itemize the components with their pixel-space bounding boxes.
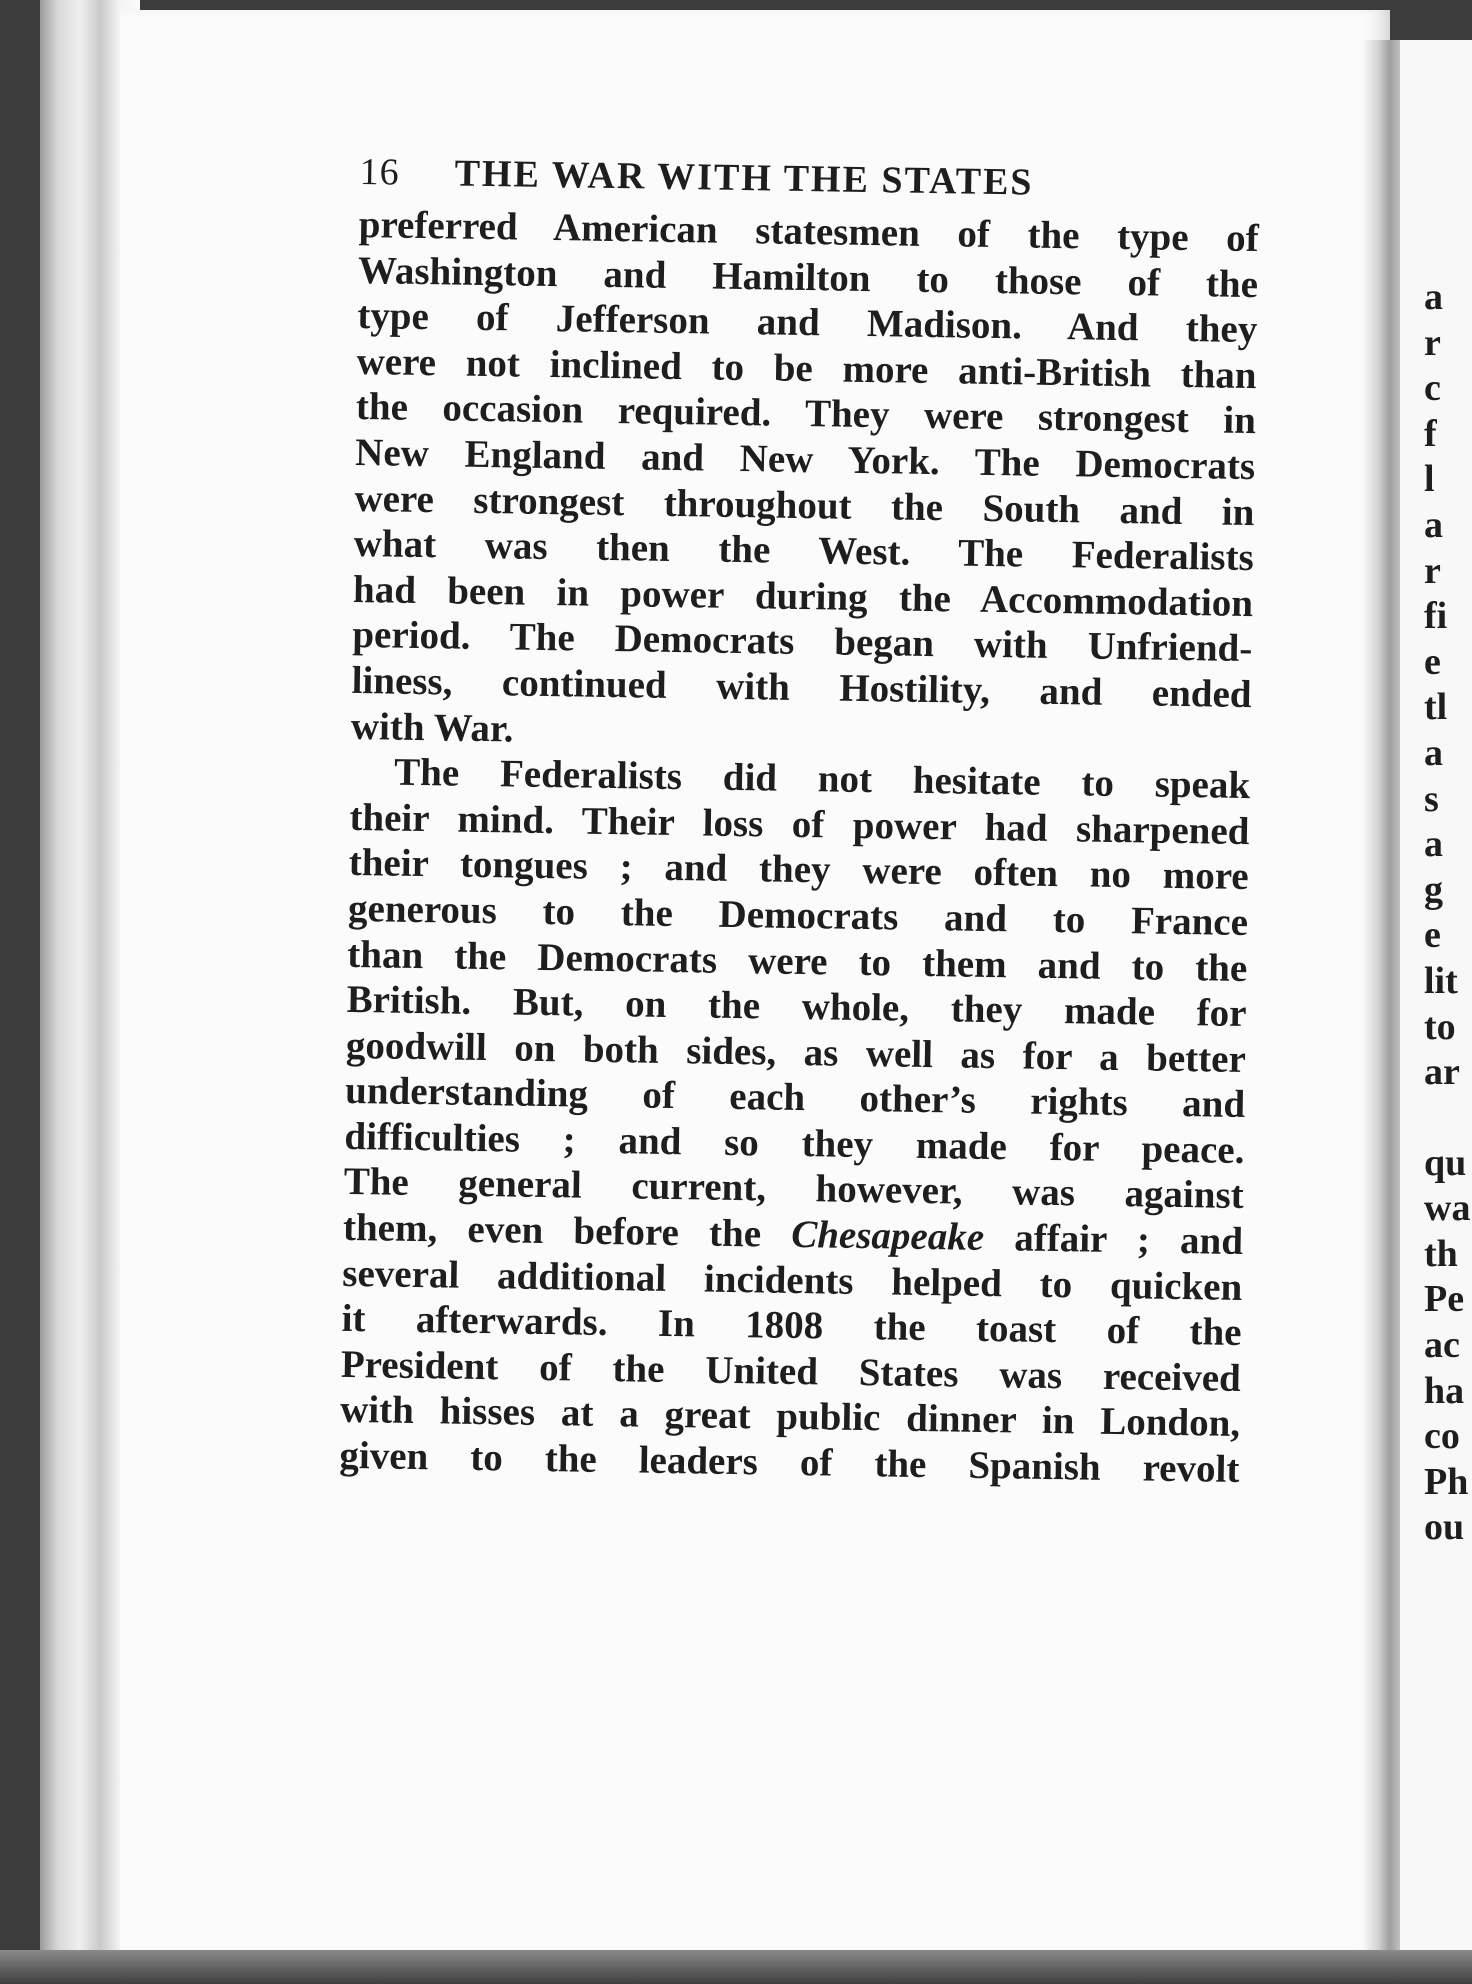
text-line: type of Jefferson and Madison. And they (357, 294, 1258, 352)
facing-fragment: fi (1424, 595, 1448, 638)
paragraph-2 (339, 749, 1250, 1493)
running-title: THE WAR WITH THE STATES (454, 152, 1034, 204)
facing-page (1400, 40, 1472, 1955)
text-line: generous to the Democrats and to France (347, 886, 1249, 944)
facing-fragment: f (1424, 412, 1437, 455)
text-line: the occasion required. They were strongest in (355, 385, 1257, 443)
text-line: their tongues ; and they were often no more (348, 841, 1250, 899)
facing-fragment: ar (1424, 1051, 1460, 1094)
text-line: given to the leaders of the Spanish revolt (339, 1433, 1240, 1492)
text-line: it afterwards. In 1808 the toast of the (341, 1297, 1242, 1355)
text-line: period. The Democrats began with Unfriend- (352, 613, 1253, 671)
italic-term: Chesapeake (790, 1212, 985, 1259)
text-line: British. But, on the whole, they made for (346, 977, 1247, 1036)
facing-fragment: wa (1424, 1187, 1471, 1230)
facing-fragment: e (1424, 640, 1441, 683)
text-line: were not inclined to be more anti-British than (356, 339, 1257, 397)
text-line: with hisses at a great public dinner in London, (339, 1388, 1241, 1446)
paragraph-gap (1424, 1096, 1470, 1141)
text-line: than the Democrats were to them and to the (347, 932, 1248, 990)
text-line: President of the United States was received (340, 1342, 1242, 1400)
text-line: goodwill on both sides, as well as for a better (345, 1023, 1247, 1081)
facing-fragment: l (1424, 458, 1435, 501)
text-line: understanding of each other’s rights and (344, 1069, 1246, 1127)
facing-fragment: th (1424, 1232, 1458, 1275)
facing-fragment: qu (1424, 1141, 1467, 1184)
text-segment: them, even before the (342, 1205, 762, 1256)
facing-fragment: s (1424, 777, 1439, 820)
text-line: preferred American statesmen of the type of (358, 202, 1260, 261)
facing-fragment: Pe (1424, 1278, 1465, 1321)
facing-fragment: co (1424, 1415, 1460, 1458)
facing-fragment: tl (1424, 686, 1448, 729)
facing-fragment: r (1424, 321, 1441, 364)
facing-page-text (1424, 275, 1470, 1551)
text-line: Washington and Hamilton to those of the (357, 248, 1259, 306)
paragraph-1 (351, 202, 1259, 763)
text-line: New England and New York. The Democrats (354, 430, 1256, 489)
text-line: what was then the West. The Federalists (353, 522, 1255, 580)
text-line: with War. (350, 704, 514, 751)
facing-fragment: r (1424, 549, 1441, 592)
facing-fragment: g (1424, 868, 1443, 911)
text-line: several additional incidents helped to quicken (342, 1251, 1243, 1309)
text-line: The Federalists did not hesitate to speak (393, 750, 1251, 808)
text-line: The general current, however, was against (343, 1160, 1245, 1218)
facing-fragment: a (1424, 276, 1443, 318)
facing-fragment: Ph (1424, 1460, 1469, 1503)
page-content (339, 150, 1260, 1493)
page-number: 16 (359, 150, 400, 194)
text-segment: affair ; and (1013, 1216, 1244, 1264)
facing-fragment: a (1424, 823, 1443, 866)
facing-fragment: e (1424, 914, 1441, 957)
facing-fragment: ou (1424, 1506, 1465, 1549)
facing-fragment: ha (1424, 1369, 1465, 1412)
text-line: their mind. Their loss of power had sharpened (349, 795, 1250, 853)
facing-fragment: c (1424, 367, 1441, 410)
text-line: difficulties ; and so they made for peace. (344, 1114, 1245, 1172)
scan-bottom-edge (0, 1950, 1472, 1984)
text-line: had been in power during the Accommodation (352, 567, 1254, 625)
text-line: liness, continued with Hostility, and ended (351, 658, 1252, 717)
text-line: were strongest throughout the South and in (354, 476, 1255, 534)
facing-fragment: ac (1424, 1324, 1460, 1367)
facing-fragment: a (1424, 503, 1443, 546)
facing-fragment: a (1424, 731, 1443, 774)
facing-fragment: lit (1424, 959, 1458, 1002)
facing-fragment: to (1424, 1005, 1456, 1048)
